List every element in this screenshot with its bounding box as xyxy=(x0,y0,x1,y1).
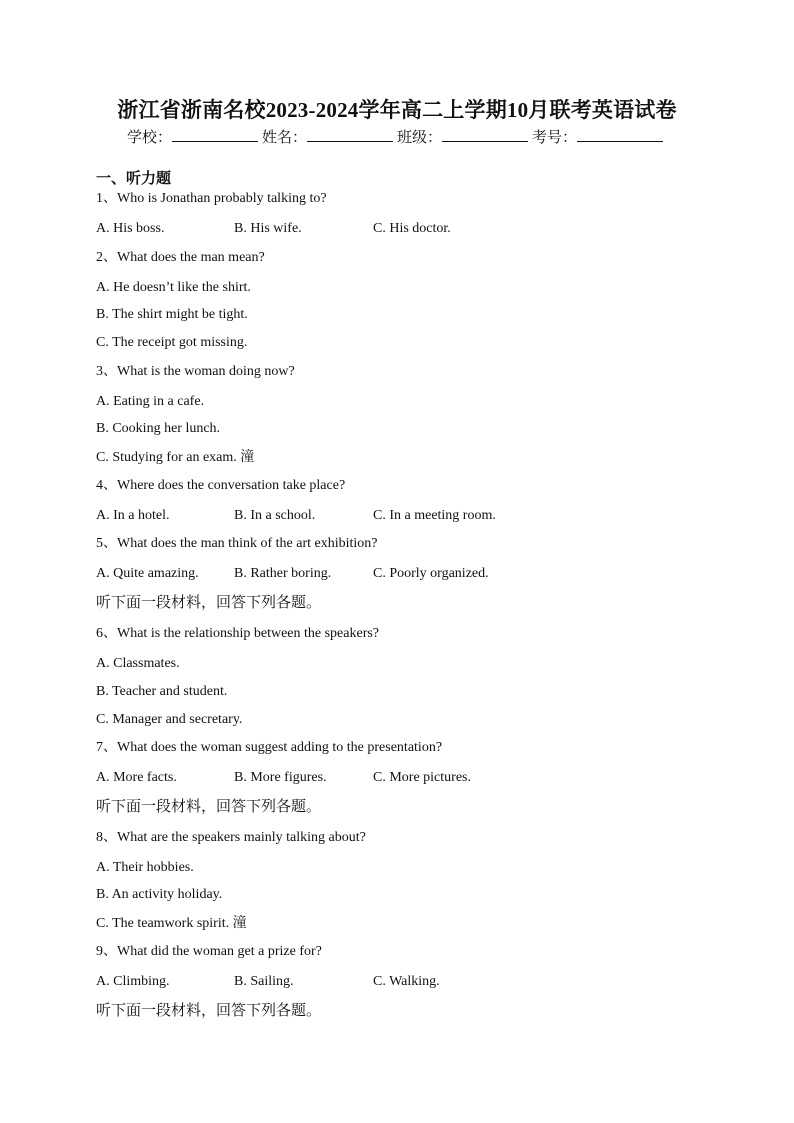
q7-option-a: A. More facts. xyxy=(96,770,177,785)
q8-watermark-char: 潼 xyxy=(232,915,247,931)
q6-option-b: B. Teacher and student. xyxy=(96,684,228,699)
question-7: 7、What does the woman suggest adding to the presentation? xyxy=(96,740,443,755)
q3-watermark-char: 潼 xyxy=(240,449,255,465)
question-3: 3、What is the woman doing now? xyxy=(96,364,295,379)
section-heading: 一、听力题 xyxy=(96,169,172,187)
name-blank[interactable] xyxy=(307,127,393,142)
q1-option-b: B. His wife. xyxy=(234,221,302,236)
question-1: 1、Who is Jonathan probably talking to? xyxy=(96,191,327,206)
class-blank[interactable] xyxy=(442,127,528,142)
q9-option-a: A. Climbing. xyxy=(96,974,170,989)
instruction-1: 听下面一段材料，回答下列各题。 xyxy=(96,593,322,611)
question-5: 5、What does the man think of the art exhibition? xyxy=(96,536,378,551)
q1-option-c: C. His doctor. xyxy=(373,221,451,236)
q9-option-c: C. Walking. xyxy=(373,974,440,989)
q8-option-c xyxy=(96,914,247,933)
q3-option-c xyxy=(96,448,254,467)
question-4: 4、Where does the conversation take place? xyxy=(96,478,346,493)
q2-option-b: B. The shirt might be tight. xyxy=(96,307,248,322)
number-blank[interactable] xyxy=(577,127,663,142)
q7-option-b: B. More figures. xyxy=(234,770,327,785)
q5-option-c: C. Poorly organized. xyxy=(373,566,489,581)
q1-option-a: A. His boss. xyxy=(96,221,165,236)
question-9: 9、What did the woman get a prize for? xyxy=(96,944,322,959)
q5-option-a: A. Quite amazing. xyxy=(96,566,199,581)
q7-option-c: C. More pictures. xyxy=(373,770,471,785)
q8-option-a: A. Their hobbies. xyxy=(96,860,194,875)
q4-option-a: A. In a hotel. xyxy=(96,508,170,523)
q9-option-b: B. Sailing. xyxy=(234,974,294,989)
question-6: 6、What is the relationship between the speakers? xyxy=(96,626,380,641)
number-label: 考号： xyxy=(532,128,578,146)
q4-option-c: C. In a meeting room. xyxy=(373,508,496,523)
q6-option-c: C. Manager and secretary. xyxy=(96,712,243,727)
q5-option-b: B. Rather boring. xyxy=(234,566,332,581)
q8-option-b: B. An activity holiday. xyxy=(96,887,223,902)
q3-option-b: B. Cooking her lunch. xyxy=(96,421,221,436)
q3-option-c-text: C. Studying for an exam. xyxy=(96,450,237,465)
question-2: 2、What does the man mean? xyxy=(96,250,265,265)
question-8: 8、What are the speakers mainly talking about? xyxy=(96,830,366,845)
q3-option-a: A. Eating in a cafe. xyxy=(96,394,205,409)
exam-title: 浙江省浙南名校2023-2024学年高二上学期10月联考英语试卷 xyxy=(117,98,677,122)
class-label: 班级： xyxy=(397,128,443,146)
q2-option-c: C. The receipt got missing. xyxy=(96,335,248,350)
q8-option-c-text: C. The teamwork spirit. xyxy=(96,916,230,931)
student-info-line xyxy=(0,126,794,147)
q6-option-a: A. Classmates. xyxy=(96,656,180,671)
school-label: 学校： xyxy=(126,128,172,146)
instruction-3: 听下面一段材料，回答下列各题。 xyxy=(96,1001,322,1019)
name-label: 姓名： xyxy=(261,128,307,146)
instruction-2: 听下面一段材料，回答下列各题。 xyxy=(96,797,322,815)
school-blank[interactable] xyxy=(172,127,258,142)
q2-option-a: A. He doesn’t like the shirt. xyxy=(96,280,251,295)
q4-option-b: B. In a school. xyxy=(234,508,316,523)
